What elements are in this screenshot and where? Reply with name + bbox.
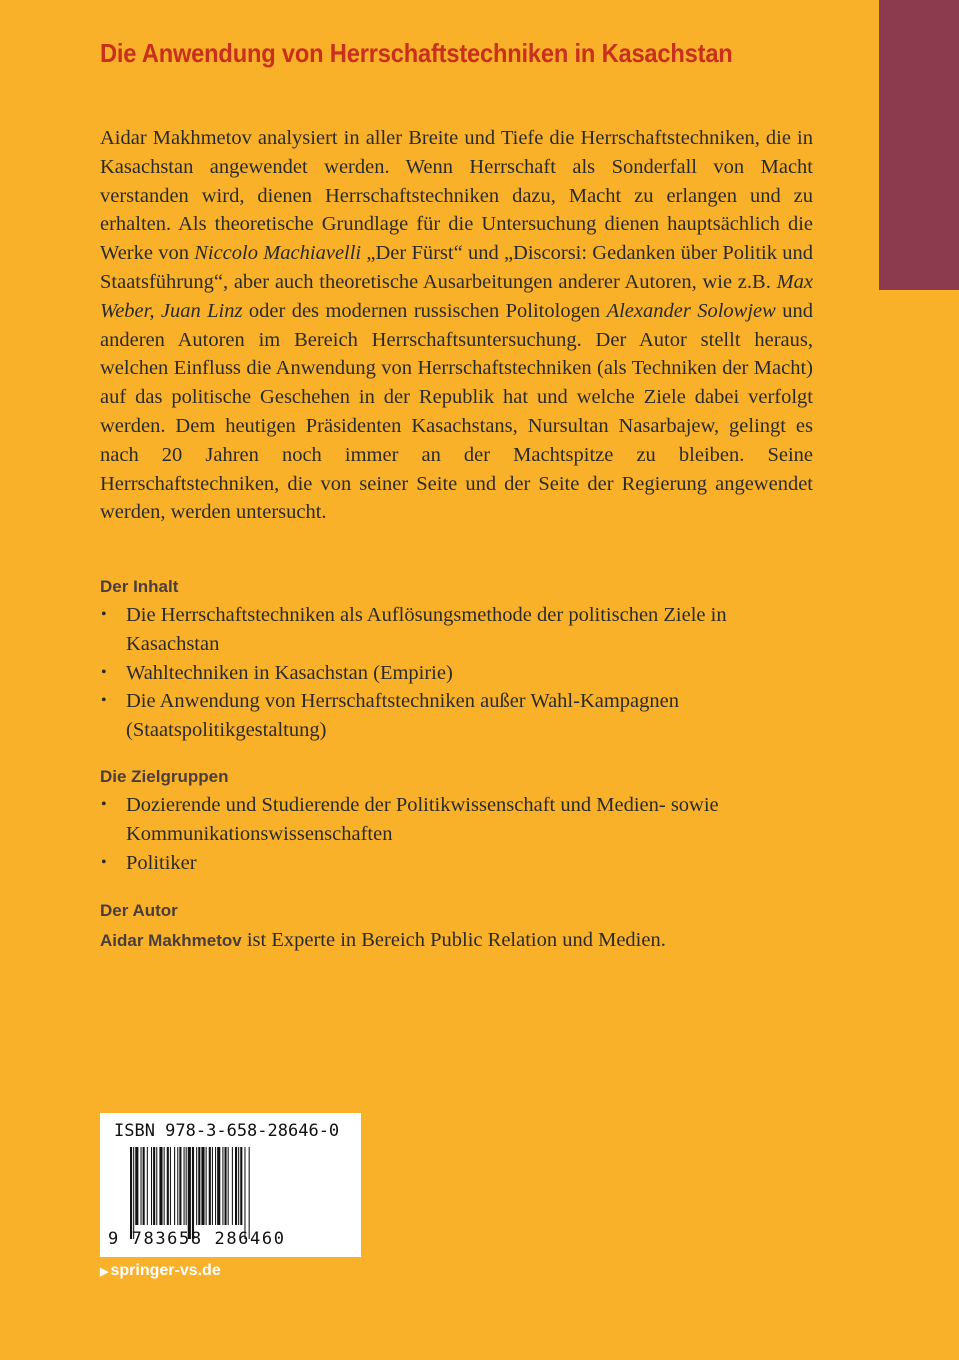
barcode-bar: [244, 1147, 245, 1239]
barcode-bar: [174, 1147, 175, 1225]
description-segment: „Der Fürst“ und „Discorsi: Gedanken über Politik und Staatsführung“, aber auch theoretische Ausarbeitungen anderer Autoren, wie z.B.: [100, 242, 813, 293]
barcode-bar: [177, 1147, 178, 1225]
barcode-bar: [232, 1147, 233, 1225]
barcode-digits: 9 783658 286460: [108, 1229, 286, 1249]
barcode-bar: [184, 1147, 185, 1225]
audience-list-item: • Dozierende und Studierende der Politikwissenschaft und Medien- sowie Kommunikationswissenschaften: [100, 791, 820, 849]
barcode-bar: [215, 1147, 216, 1225]
isbn-label: ISBN 978-3-658-28646-0: [114, 1121, 340, 1141]
barcode-bar: [238, 1147, 239, 1225]
barcode-bar: [159, 1147, 162, 1225]
description-segment-italic: Alexander Solowjew: [606, 299, 776, 322]
barcode-bar: [201, 1147, 204, 1225]
barcode-bar: [143, 1147, 145, 1225]
barcode-bar: [212, 1147, 213, 1225]
triangle-right-icon: ▶: [100, 1266, 109, 1278]
contents-list-item: • Wahltechniken in Kasachstan (Empirie): [100, 659, 820, 688]
audience-list: [100, 791, 820, 877]
barcode-bar: [217, 1147, 220, 1225]
contents-list-item: • Die Anwendung von Herrschaftstechniken außer Wahl-Kampagnen (Staatspolitikgestaltung): [100, 687, 820, 745]
barcode-bar: [198, 1147, 200, 1225]
author-heading: Der Autor: [100, 901, 178, 920]
author-bio-text: ist Experte in Bereich Public Relation und Medien.: [241, 929, 666, 951]
book-title: Die Anwendung von Herrschaftstechniken in Kasachstan: [100, 38, 733, 68]
barcode-bar: [222, 1147, 223, 1225]
barcode-bar: [135, 1147, 138, 1225]
barcode-bar: [192, 1147, 194, 1239]
barcode-bar: [209, 1147, 211, 1225]
barcode-bar: [179, 1147, 181, 1225]
barcode-bar: [228, 1147, 229, 1225]
barcode-bars: [130, 1147, 350, 1239]
barcode-bar: [206, 1147, 207, 1225]
publisher-url: springer-vs.de: [110, 1262, 221, 1279]
barcode-bar: [167, 1147, 169, 1225]
barcode-bar: [153, 1147, 155, 1225]
audience-heading: Die Zielgruppen: [100, 767, 229, 786]
author-name: Aidar Makhmetov: [100, 931, 242, 950]
corner-color-tab: [879, 0, 959, 290]
barcode-bar: [249, 1147, 250, 1239]
description-segment: Aidar Makhmetov analysiert in aller Breite und Tiefe die Herrschaftstechniken, die in Kasachstan angewendet werden. Wenn Herrschaft als Sonderfall von Macht verstanden wird, dienen Herrschaftstechniken dazu, Macht zu erlangen und zu erhalten. Als theoretische Grundlage für die Untersuchung dienen hauptsächlich die Werke von: [100, 127, 813, 265]
description-segment-italic: Max Weber, Juan Linz: [100, 270, 813, 322]
barcode-bar: [225, 1147, 227, 1225]
description-paragraph: [100, 124, 813, 527]
barcode-bar: [164, 1147, 165, 1225]
contents-list: [100, 601, 820, 745]
barcode-bar: [141, 1147, 142, 1225]
audience-list-item: • Politiker: [100, 849, 820, 878]
barcode-bar: [186, 1147, 187, 1225]
author-bio: [100, 926, 666, 956]
contents-list-item: • Die Herrschaftstechniken als Auflösungsmethode der politischen Ziele in Kasachstan: [100, 601, 820, 659]
description-segment: oder des modernen russischen Politologen: [242, 299, 607, 322]
barcode-bar: [147, 1147, 148, 1225]
contents-heading: Der Inhalt: [100, 577, 179, 596]
description-segment-italic: Niccolo Machiavelli: [194, 242, 362, 265]
barcode-bar: [240, 1147, 242, 1225]
barcode-bar: [170, 1147, 171, 1225]
barcode-bar: [235, 1147, 237, 1225]
barcode-bar: [156, 1147, 157, 1225]
description-segment: und anderen Autoren im Bereich Herrschaftsuntersuchung. Der Autor stellt heraus, welchen Einfluss die Anwendung von Herrschaftstechniken (als Techniken der Macht) auf das politische Geschehen in der Republik hat und welche Ziele dabei verfolgt werden. Dem heutigen Präsidenten Kasachstans, Nursultan Nasarbajew, gelingt es nach 20 Jahren noch immer an der Machtspitze zu bleiben. Seine Herrschaftstechniken, die von seiner Seite und der Seite der Regierung angewendet werden, werden untersucht.: [100, 299, 813, 524]
barcode-bar: [196, 1147, 197, 1225]
barcode-bar: [151, 1147, 152, 1225]
barcode-bar: [188, 1147, 191, 1239]
barcode-bar: [130, 1147, 132, 1239]
isbn-barcode: [100, 1113, 361, 1257]
publisher-link[interactable]: [100, 1262, 221, 1280]
barcode-bar: [133, 1147, 134, 1239]
